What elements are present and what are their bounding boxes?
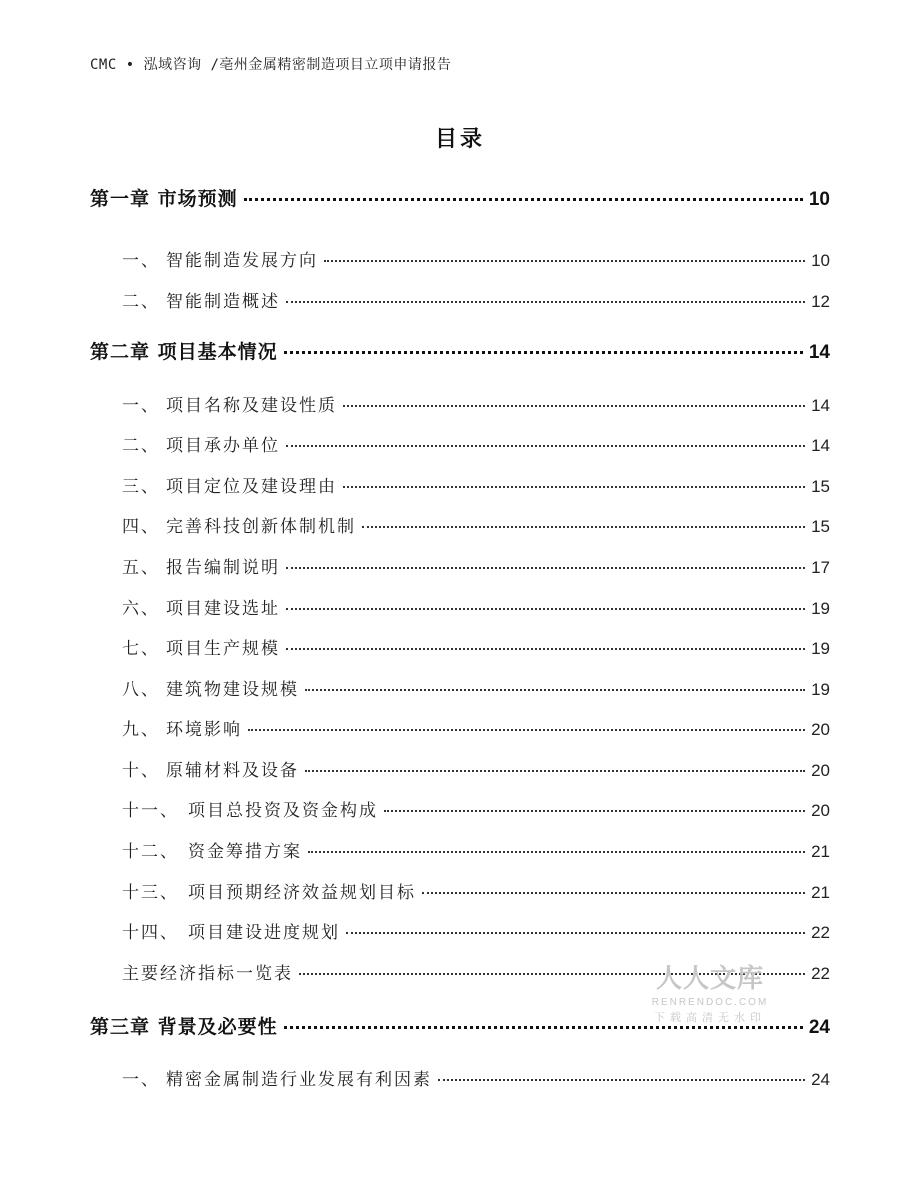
section-number: 五、 bbox=[122, 558, 160, 578]
section-title: 资金筹措方案 bbox=[188, 842, 302, 862]
dot-leader bbox=[284, 1026, 803, 1029]
page-title: 目录 bbox=[434, 127, 485, 152]
section-title: 原辅材料及设备 bbox=[166, 761, 299, 781]
dot-leader bbox=[346, 932, 805, 934]
toc-page-number: 22 bbox=[811, 964, 830, 983]
section-number: 六、 bbox=[122, 599, 160, 619]
toc-page-number: 21 bbox=[811, 883, 830, 902]
toc-page-number: 24 bbox=[808, 1017, 830, 1038]
section-number: 十三、 bbox=[122, 883, 179, 903]
section-number: 八、 bbox=[122, 680, 160, 700]
toc-section[interactable] bbox=[90, 837, 830, 862]
running-header: CMC • 泓域咨询 /亳州金属精密制造项目立项申请报告 bbox=[90, 57, 452, 73]
toc-page-number: 19 bbox=[811, 680, 830, 699]
toc-page-number: 21 bbox=[811, 842, 830, 861]
toc-label bbox=[122, 391, 337, 416]
toc-label bbox=[122, 675, 299, 700]
toc-label bbox=[122, 837, 302, 862]
section-title: 智能制造发展方向 bbox=[166, 251, 318, 271]
toc-label bbox=[122, 796, 378, 821]
watermark-subtitle: 下载高清无水印 bbox=[654, 1011, 766, 1024]
dot-leader bbox=[384, 810, 805, 812]
section-number: 一、 bbox=[122, 1070, 160, 1090]
toc-section[interactable] bbox=[90, 918, 830, 943]
section-title: 项目建设选址 bbox=[166, 599, 280, 619]
section-title: 项目预期经济效益规划目标 bbox=[188, 883, 416, 903]
dot-leader bbox=[248, 729, 805, 731]
section-title: 项目建设进度规划 bbox=[188, 923, 340, 943]
toc-section[interactable] bbox=[90, 878, 830, 903]
section-title: 环境影响 bbox=[166, 720, 242, 740]
section-number: 十四、 bbox=[122, 923, 179, 943]
toc-page-number: 20 bbox=[811, 801, 830, 820]
dot-leader bbox=[438, 1079, 805, 1081]
dot-leader bbox=[343, 405, 805, 407]
toc-section[interactable] bbox=[90, 391, 830, 416]
section-number: 一、 bbox=[122, 396, 160, 416]
dot-leader bbox=[286, 567, 805, 569]
toc-label bbox=[122, 287, 280, 312]
toc-label bbox=[122, 756, 299, 781]
toc-page-number: 15 bbox=[811, 517, 830, 536]
toc-label bbox=[122, 431, 280, 456]
section-number: 七、 bbox=[122, 639, 160, 659]
toc-label: 第二章 项目基本情况 bbox=[90, 341, 278, 363]
dot-leader bbox=[305, 770, 805, 772]
toc-section[interactable] bbox=[90, 472, 830, 497]
toc-page-number: 14 bbox=[808, 342, 830, 363]
toc-page-number: 15 bbox=[811, 477, 830, 496]
toc-section[interactable] bbox=[90, 431, 830, 456]
toc-label: 第一章 市场预测 bbox=[90, 188, 238, 210]
toc-page-number: 14 bbox=[811, 436, 830, 455]
toc-label bbox=[122, 918, 340, 943]
toc-label bbox=[122, 634, 280, 659]
toc-label bbox=[122, 512, 356, 537]
dot-leader bbox=[286, 445, 805, 447]
section-title: 项目生产规模 bbox=[166, 639, 280, 659]
toc-page-number: 19 bbox=[811, 599, 830, 618]
toc-page-number: 20 bbox=[811, 720, 830, 739]
dot-leader bbox=[286, 608, 805, 610]
toc-section[interactable] bbox=[90, 594, 830, 619]
section-title: 项目名称及建设性质 bbox=[166, 396, 337, 416]
section-number: 三、 bbox=[122, 477, 160, 497]
toc-page-number: 14 bbox=[811, 396, 830, 415]
toc-label: 第三章 背景及必要性 bbox=[90, 1016, 278, 1038]
toc-page-number: 22 bbox=[811, 923, 830, 942]
toc-page-number: 19 bbox=[811, 639, 830, 658]
toc-section[interactable] bbox=[90, 287, 830, 312]
toc-chapter-1[interactable] bbox=[90, 184, 830, 211]
section-title: 精密金属制造行业发展有利因素 bbox=[166, 1070, 432, 1090]
toc-label bbox=[122, 878, 416, 903]
toc-label bbox=[122, 715, 242, 740]
toc-section[interactable] bbox=[90, 246, 830, 271]
toc-page-number: 20 bbox=[811, 761, 830, 780]
section-number: 一、 bbox=[122, 251, 160, 271]
toc-section[interactable] bbox=[90, 634, 830, 659]
toc-chapter-2[interactable] bbox=[90, 337, 830, 364]
toc-page-number: 12 bbox=[811, 292, 830, 311]
dot-leader bbox=[308, 851, 805, 853]
section-title: 项目承办单位 bbox=[166, 436, 280, 456]
toc-section[interactable] bbox=[90, 1065, 830, 1090]
toc-section[interactable] bbox=[90, 675, 830, 700]
toc-section[interactable] bbox=[90, 553, 830, 578]
watermark-logo-text: 人人文库 bbox=[655, 964, 764, 994]
section-number: 十一、 bbox=[122, 801, 179, 821]
section-number: 十二、 bbox=[122, 842, 179, 862]
dot-leader bbox=[284, 351, 803, 354]
dot-leader bbox=[324, 260, 805, 262]
dot-leader bbox=[286, 648, 805, 650]
toc-label bbox=[122, 246, 318, 271]
toc-label bbox=[122, 1065, 432, 1090]
section-title: 报告编制说明 bbox=[166, 558, 280, 578]
toc-label bbox=[122, 472, 337, 497]
toc-section[interactable] bbox=[90, 512, 830, 537]
toc-section[interactable] bbox=[90, 715, 830, 740]
dot-leader bbox=[305, 689, 805, 691]
dot-leader bbox=[343, 486, 805, 488]
section-title: 完善科技创新体制机制 bbox=[166, 517, 356, 537]
section-title: 建筑物建设规模 bbox=[166, 680, 299, 700]
watermark-url: RENRENDOC.COM bbox=[651, 997, 769, 1008]
toc-page-number: 10 bbox=[811, 251, 830, 270]
dot-leader bbox=[422, 892, 805, 894]
toc-section[interactable] bbox=[90, 796, 830, 821]
toc-section[interactable] bbox=[90, 756, 830, 781]
section-number: 二、 bbox=[122, 436, 160, 456]
dot-leader bbox=[286, 301, 805, 303]
section-number: 四、 bbox=[122, 517, 160, 537]
toc-page-number: 24 bbox=[811, 1070, 830, 1089]
section-title: 智能制造概述 bbox=[166, 292, 280, 312]
toc-page-number: 10 bbox=[808, 189, 830, 210]
section-number: 十、 bbox=[122, 761, 160, 781]
section-title: 项目定位及建设理由 bbox=[166, 477, 337, 497]
dot-leader bbox=[244, 198, 803, 201]
section-number: 九、 bbox=[122, 720, 160, 740]
section-title: 项目总投资及资金构成 bbox=[188, 801, 378, 821]
toc-label: 主要经济指标一览表 bbox=[122, 964, 293, 984]
toc-page-number: 17 bbox=[811, 558, 830, 577]
section-number: 二、 bbox=[122, 292, 160, 312]
watermark bbox=[646, 958, 774, 1025]
dot-leader bbox=[362, 526, 805, 528]
toc-label bbox=[122, 594, 280, 619]
toc-label bbox=[122, 553, 280, 578]
